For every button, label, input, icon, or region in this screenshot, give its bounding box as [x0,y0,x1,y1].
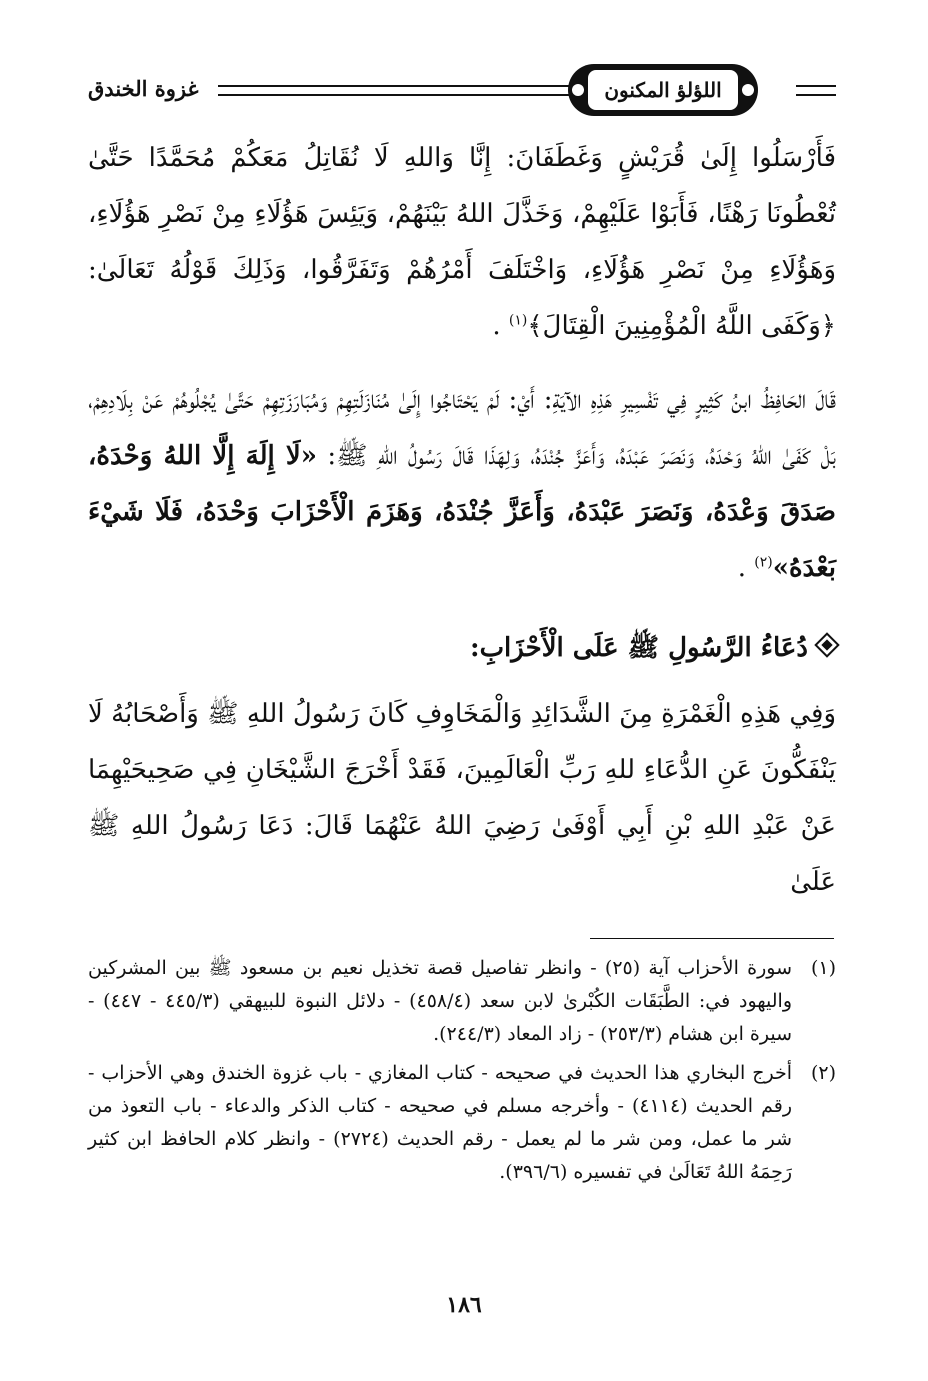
footnote-number: (٢) [810,1062,836,1084]
paragraph-1 [88,130,836,354]
book-title: اللؤلؤ المكنون [588,70,738,110]
footnote-1 [88,952,836,1051]
paragraph-end: . [492,311,501,341]
paragraph-text: وَفِي هَذِهِ الْغَمْرَةِ مِنَ الشَّدَائِدِ وَالْمَخَاوِفِ كَانَ رَسُولُ اللهِ ﷺ وَأَصْحَابُهُ لَا يَنْفَكُّونَ عَنِ الدُّعَاءِ للهِ رَبِّ الْعَالَمِينَ، فَقَدْ أَخْرَجَ الشَّيْخَانِ فِي صَحِيحَيْهِمَا عَنْ عَبْدِ اللهِ بْنِ أَبِي أَوْفَىٰ رَضِيَ اللهُ عَنْهُمَا قَالَ: دَعَا رَسُولُ اللهِ ﷺ عَلَىٰ [88,699,836,897]
paragraph-end: . [737,553,746,583]
paragraph-text: قَالَ الحَافِظُ ابنُ كَثِيرٍ فِي تَفْسِيرِ هَذِهِ الآيَةِ: أَيْ: لَمْ يَحْتَاجُوا إِلَىٰ مُنَازَلَتِهِمْ وَمُبَارَزَتِهِمْ حَتَّىٰ يُجْلُوهُمْ عَنْ بِلَادِهِمْ، بَلْ كَفَىٰ اللهُ وَحْدَهُ، وَنَصَرَ عَبْدَهُ، وَأَعَزَّ جُنْدَهُ، وَلِهَذَا قَالَ رَسُولُ اللهِ ﷺ: [88,385,837,471]
paragraph-2 [88,372,836,596]
footnote-text: أخرج البخاري هذا الحديث في صحيحه - كتاب المغازي - باب غزوة الخندق وهي الأحزاب - رقم الحديث (٤١١٤) - وأخرجه مسلم في صحيحه - كتاب الذكر والدعاء - باب التعوذ من شر ما عمل، ومن شر ما لم يعمل - رقم الحديث (٢٧٢٤) - وانظر كلام الحافظ ابن كثير رَحِمَهُ اللهُ تَعَالَىٰ في تفسيره (٣٩٦/٦). [88,1062,792,1183]
section-heading-text: دُعَاءُ الرَّسُولِ ﷺ عَلَى الْأَحْزَابِ: [469,633,808,663]
page-number: ١٨٦ [446,1292,482,1318]
footnote-ref: (٢) [754,554,773,571]
footnotes [88,952,836,1195]
chapter-title: غزوة الخندق [88,76,199,101]
footnote-separator [590,938,834,939]
paragraph-text: فَأَرْسَلُوا إِلَىٰ قُرَيْشٍ وَغَطَفَانَ: إِنَّا وَاللهِ لَا نُقَاتِلُ مَعَكُمْ مُحَمَّدًا حَتَّىٰ تُعْطُونَا رَهْنًا، فَأَبَوْا عَلَيْهِمْ، وَخَذَّلَ اللهُ بَيْنَهُمْ، وَيَئِسَ هَؤُلَاءِ مِنْ نَصْرِ هَؤُلَاءِ، وَهَؤُلَاءِ مِنْ نَصْرِ هَؤُلَاءِ، وَاخْتَلَفَ أَمْرُهُمْ وَتَفَرَّقُوا، وَذَلِكَ قَوْلُهُ تَعَالَىٰ: ﴿وَكَفَى اللَّهُ الْمُؤْمِنِينَ الْقِتَالَ﴾ [88,143,836,341]
footnote-2 [88,1057,836,1189]
header-rule-right [796,85,836,96]
footnote-ref: (١) [508,312,528,329]
hadith-quote: «لَا إِلَهَ إِلَّا اللهُ وَحْدَهُ، صَدَقَ وَعْدَهُ، وَنَصَرَ عَبْدَهُ، وَأَعَزَّ جُنْدَهُ، وَهَزَمَ الْأَحْزَابَ وَحْدَهُ، فَلَا شَيْءَ بَعْدَهُ» [88,441,836,583]
footnote-text: سورة الأحزاب آية (٢٥) - وانظر تفاصيل قصة تخذيل نعيم بن مسعود ﷺ بين المشركين واليهود في: الطَّبَقَات الكُبْرىٰ لابن سعد (٤٥٨/٤) - دلائل النبوة للبيهقي (٤٤٥/٣ - ٤٤٧) - سيرة ابن هشام (٢٥٣/٣) - زاد المعاد (٢٤٤/٣). [88,957,792,1045]
diamond-bullet-icon [814,632,839,657]
footnote-number: (١) [810,957,836,979]
book-title-ornament [568,64,758,116]
main-text [88,130,836,910]
section-heading [88,620,836,676]
ornament-dot-icon [742,84,754,96]
page-header [88,60,836,124]
paragraph-3 [88,686,836,910]
ornament-dot-icon [572,84,584,96]
